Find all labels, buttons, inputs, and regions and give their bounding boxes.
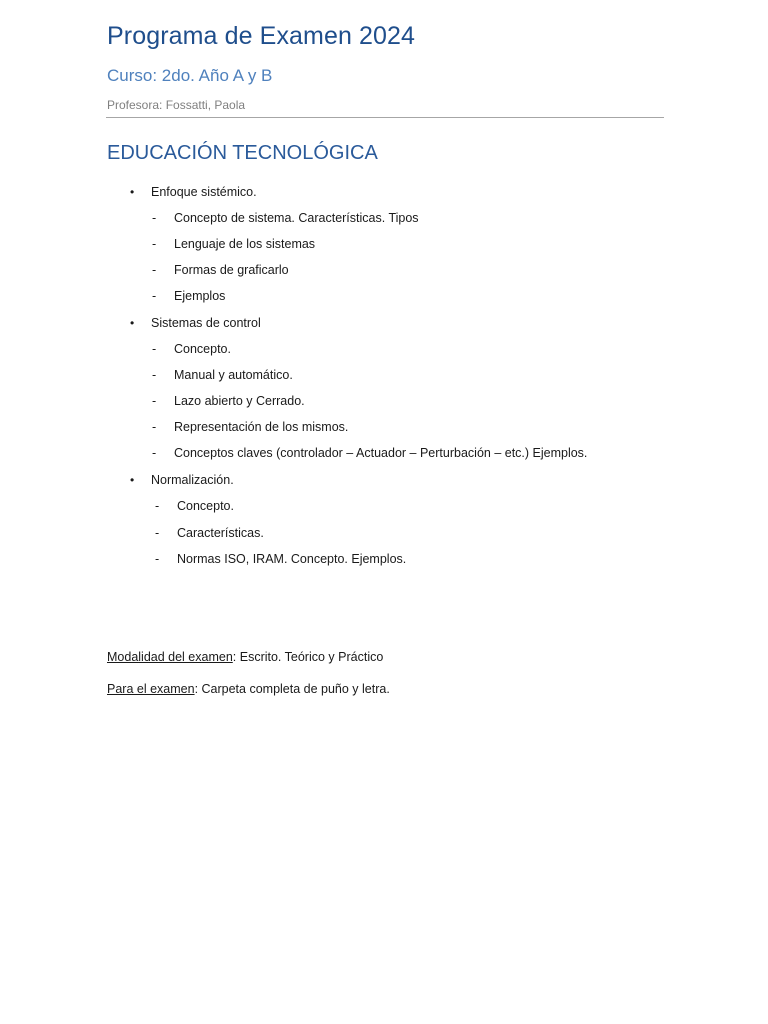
topic-label: Enfoque sistémico.	[151, 185, 257, 199]
topic-item	[130, 473, 630, 491]
subtopic-item	[152, 237, 652, 255]
subtopic-item	[152, 394, 652, 412]
course-subtitle: Curso: 2do. Año A y B	[107, 66, 273, 85]
subtopic-label: Concepto.	[174, 342, 231, 356]
dash-icon: -	[152, 211, 157, 225]
header-divider	[106, 117, 664, 118]
subtopic-item	[152, 342, 652, 360]
dash-icon: -	[152, 420, 157, 434]
subtopic-label: Concepto de sistema. Características. Tipos	[174, 211, 419, 225]
page-title: Programa de Examen 2024	[107, 22, 416, 50]
topic-label: Normalización.	[151, 473, 234, 487]
modality-label: Modalidad del examen	[107, 650, 233, 664]
dash-icon: -	[152, 446, 157, 460]
dash-icon: -	[152, 342, 157, 356]
dash-icon: -	[152, 263, 157, 277]
dash-icon: -	[152, 368, 157, 382]
dash-icon: -	[152, 237, 157, 251]
bullet-icon: •	[130, 316, 135, 330]
subtopic-item	[155, 499, 655, 517]
dash-icon: -	[152, 394, 157, 408]
subtopic-label: Concepto.	[177, 499, 234, 513]
bullet-icon: •	[130, 473, 135, 487]
dash-icon: -	[152, 289, 157, 303]
exam-value: : Carpeta completa de puño y letra.	[194, 682, 390, 696]
subtopic-item	[152, 211, 652, 229]
subtopic-label: Conceptos claves (controlador – Actuador – Perturbación – etc.) Ejemplos.	[174, 446, 588, 460]
dash-icon: -	[155, 552, 160, 566]
dash-icon: -	[155, 526, 160, 540]
exam-label: Para el examen	[107, 682, 195, 696]
topic-label: Sistemas de control	[151, 316, 261, 330]
subtopic-item	[152, 263, 652, 281]
subtopic-item	[155, 552, 655, 570]
subtopic-label: Normas ISO, IRAM. Concepto. Ejemplos.	[177, 552, 407, 566]
exam-modality	[107, 650, 383, 664]
topic-item	[130, 185, 630, 203]
subtopic-label: Manual y automático.	[174, 368, 293, 382]
subtopic-label: Lazo abierto y Cerrado.	[174, 394, 305, 408]
topic-item	[130, 316, 630, 334]
subtopic-label: Formas de graficarlo	[174, 263, 289, 277]
subtopic-label: Representación de los mismos.	[174, 420, 349, 434]
subtopic-label: Lenguaje de los sistemas	[174, 237, 316, 251]
subtopic-label: Características.	[177, 526, 264, 540]
subtopic-item	[152, 289, 652, 307]
subtopic-item	[155, 526, 655, 544]
exam-requirements	[107, 682, 390, 696]
subtopic-item	[152, 420, 652, 438]
subtopic-item	[152, 368, 652, 386]
modality-value: : Escrito. Teórico y Práctico	[232, 650, 384, 664]
section-heading: EDUCACIÓN TECNOLÓGICA	[107, 142, 378, 164]
subtopic-item	[152, 446, 652, 464]
teacher-name: Profesora: Fossatti, Paola	[107, 98, 246, 112]
subtopic-label: Ejemplos	[174, 289, 226, 303]
dash-icon: -	[155, 499, 160, 513]
bullet-icon: •	[130, 185, 135, 199]
